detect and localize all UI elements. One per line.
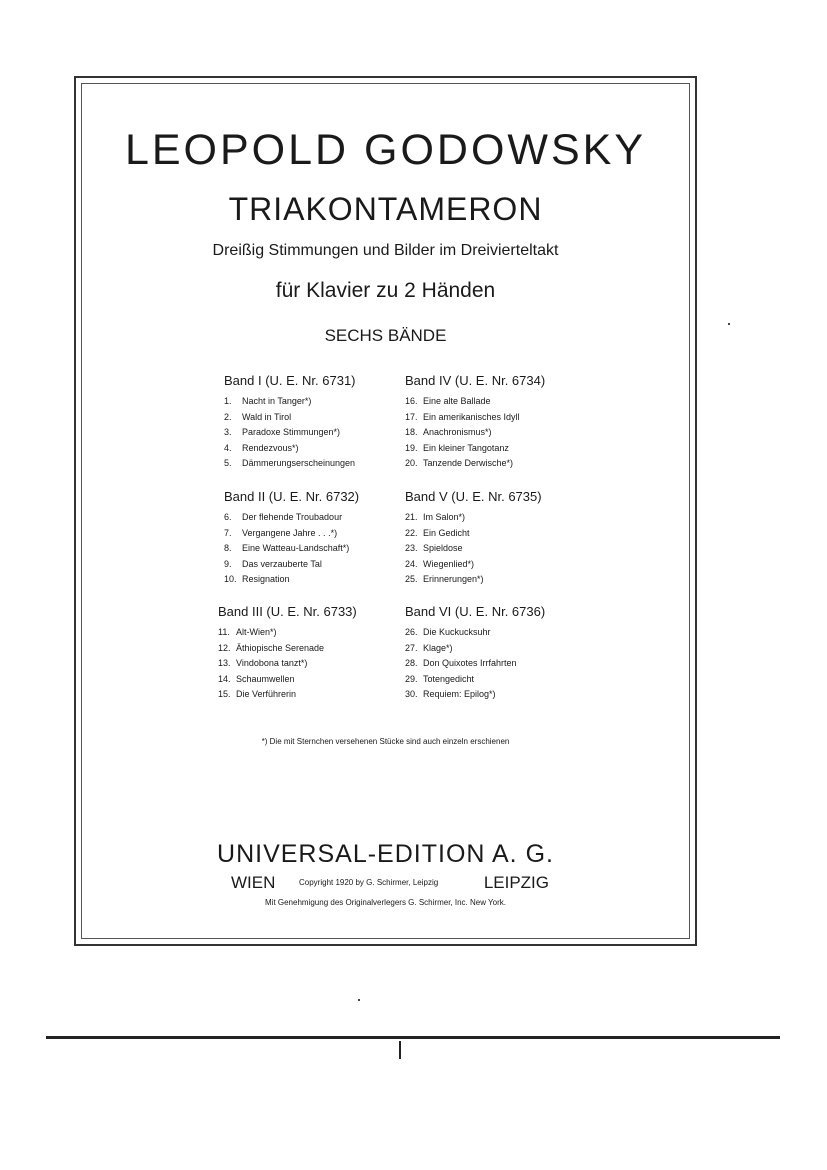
piece-item <box>405 456 595 472</box>
piece-number: 22. <box>405 527 418 538</box>
band-2 <box>224 489 414 588</box>
piece-title: Äthiopische Serenade <box>236 642 325 653</box>
piece-item <box>405 656 595 672</box>
piece-number: 5. <box>224 458 232 469</box>
piece-number: 4. <box>224 442 232 453</box>
piece-title: Die Verführerin <box>236 689 297 700</box>
band-title: Band III (U. E. Nr. 6733) <box>218 604 357 619</box>
scan-speck <box>728 323 730 325</box>
piece-item <box>405 641 595 657</box>
band-1 <box>224 373 414 472</box>
piece-title: Wald in Tirol <box>242 411 292 422</box>
piece-title: Don Quixotes Irrfahrten <box>423 658 517 669</box>
piece-item <box>405 572 595 588</box>
piece-number: 14. <box>218 673 231 684</box>
piece-number: 3. <box>224 427 232 438</box>
band-title: Band II (U. E. Nr. 6732) <box>224 489 360 504</box>
city-leipzig: LEIPZIG <box>483 873 549 892</box>
scan-speck <box>358 999 360 1001</box>
piece-title: Requiem: Epilog*) <box>423 689 496 700</box>
band-title: Band V (U. E. Nr. 6735) <box>405 489 542 504</box>
piece-number: 28. <box>405 658 418 669</box>
piece-number: 1. <box>224 396 232 406</box>
piece-title: Ein kleiner Tangotanz <box>423 442 509 453</box>
piece-item <box>224 510 414 526</box>
piece-item <box>224 394 414 410</box>
piece-title: Eine alte Ballade <box>423 396 491 406</box>
permission-notice: Mit Genehmigung des Originalverlegers G. Schirmer, Inc. New York. <box>265 898 506 907</box>
piece-title: Tanzende Derwische*) <box>423 458 514 469</box>
piece-title: Nacht in Tanger*) <box>242 396 312 406</box>
piece-item <box>218 641 408 657</box>
piece-item <box>405 672 595 688</box>
piece-title: Paradoxe Stimmungen*) <box>242 427 341 438</box>
piece-number: 24. <box>405 558 418 569</box>
piece-item <box>405 557 595 573</box>
band-title: Band IV (U. E. Nr. 6734) <box>405 373 546 388</box>
piece-item <box>405 441 595 457</box>
piece-title: Das verzauberte Tal <box>242 558 322 569</box>
piece-number: 9. <box>224 558 232 569</box>
volumes-heading: SECHS BÄNDE <box>324 326 447 345</box>
piece-title: Vergangene Jahre . . .*) <box>242 527 338 538</box>
piece-title: Wiegenlied*) <box>423 558 475 569</box>
piece-number: 23. <box>405 543 418 554</box>
piece-number: 7. <box>224 527 232 538</box>
piece-number: 6. <box>224 512 232 522</box>
piece-title: Spieldose <box>423 543 463 554</box>
band-3 <box>218 604 408 703</box>
piece-title: Anachronismus*) <box>423 427 492 438</box>
piece-title: Ein amerikanisches Idyll <box>423 411 520 422</box>
city-vienna: WIEN <box>231 873 276 892</box>
piece-item <box>405 410 595 426</box>
copyright-notice: Copyright 1920 by G. Schirmer, Leipzig <box>299 878 439 887</box>
piece-title: Schaumwellen <box>236 673 295 684</box>
instrumentation: für Klavier zu 2 Händen <box>275 279 496 302</box>
piece-item <box>405 394 595 410</box>
piece-title: Alt-Wien*) <box>236 627 277 637</box>
composer-name: LEOPOLD GODOWSKY <box>124 126 647 174</box>
piece-item <box>405 625 595 641</box>
piece-number: 19. <box>405 442 418 453</box>
piece-number: 18. <box>405 427 418 438</box>
piece-item <box>405 510 595 526</box>
piece-number: 10. <box>224 574 237 585</box>
piece-number: 21. <box>405 512 418 522</box>
band-title: Band I (U. E. Nr. 6731) <box>224 373 356 388</box>
publisher-name: UNIVERSAL-EDITION A. G. <box>217 840 554 868</box>
piece-title: Rendezvous*) <box>242 442 299 453</box>
piece-title: Im Salon*) <box>423 512 466 522</box>
piece-number: 13. <box>218 658 231 669</box>
piece-item <box>224 425 414 441</box>
piece-title: Der flehende Troubadour <box>242 512 343 522</box>
piece-number: 26. <box>405 627 418 637</box>
piece-title: Vindobona tanzt*) <box>236 658 308 669</box>
piece-item <box>224 456 414 472</box>
piece-number: 16. <box>405 396 418 406</box>
piece-title: Klage*) <box>423 642 453 653</box>
page-edge-rule <box>46 1036 780 1039</box>
page-edge-tick <box>399 1041 401 1059</box>
piece-number: 2. <box>224 411 232 422</box>
piece-number: 27. <box>405 642 418 653</box>
piece-item <box>405 526 595 542</box>
piece-title: Dämmerungserscheinungen <box>242 458 356 469</box>
band-title: Band VI (U. E. Nr. 6736) <box>405 604 546 619</box>
band-6 <box>405 604 595 703</box>
piece-item <box>224 441 414 457</box>
band-5 <box>405 489 595 588</box>
piece-item <box>218 687 408 703</box>
piece-item <box>218 625 408 641</box>
publisher-cities <box>231 873 549 897</box>
piece-number: 12. <box>218 642 231 653</box>
piece-title: Die Kuckucksuhr <box>423 627 491 637</box>
piece-item <box>218 656 408 672</box>
piece-item <box>218 672 408 688</box>
piece-item <box>224 541 414 557</box>
piece-title: Ein Gedicht <box>423 527 470 538</box>
piece-item <box>224 526 414 542</box>
piece-number: 15. <box>218 689 231 700</box>
piece-title: Eine Watteau-Landschaft*) <box>242 543 350 554</box>
piece-number: 29. <box>405 673 418 684</box>
piece-item <box>405 425 595 441</box>
piece-title: Resignation <box>242 574 290 585</box>
asterisk-footnote: *) Die mit Sternchen versehenen Stücke sind auch einzeln erschienen <box>261 737 510 746</box>
piece-item <box>405 687 595 703</box>
piece-number: 17. <box>405 411 418 422</box>
piece-item <box>405 541 595 557</box>
band-4 <box>405 373 595 472</box>
piece-number: 20. <box>405 458 418 469</box>
work-title: TRIAKONTAMERON <box>228 191 543 227</box>
piece-item <box>224 572 414 588</box>
piece-number: 30. <box>405 689 418 700</box>
piece-number: 11. <box>218 627 230 637</box>
piece-number: 25. <box>405 574 418 585</box>
piece-item <box>224 557 414 573</box>
piece-number: 8. <box>224 543 232 554</box>
work-subtitle: Dreißig Stimmungen und Bilder im Dreivierteltakt <box>212 242 559 259</box>
piece-item <box>224 410 414 426</box>
piece-title: Totengedicht <box>423 673 475 684</box>
piece-title: Erinnerungen*) <box>423 574 484 585</box>
